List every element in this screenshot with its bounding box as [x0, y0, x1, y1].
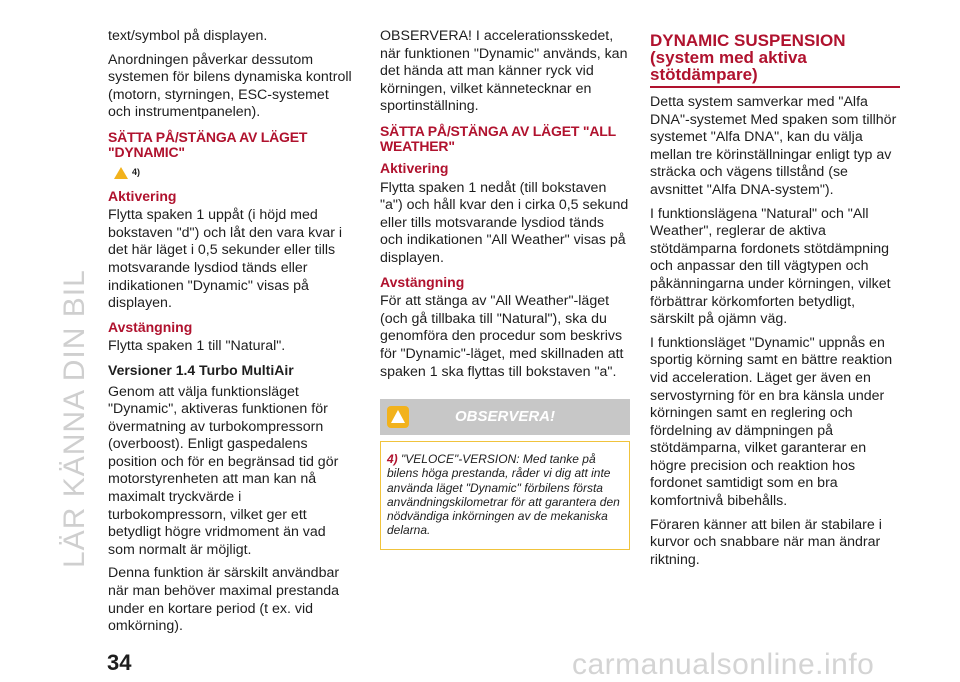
- paragraph: Detta system samverkar med "Alfa DNA"-systemet Med spaken som tillhör systemet "Alfa DNA", kan du välja mellan tre körinställningar enligt typ av sträcka och vägens tillstånd (se avsnittet "Alfa DNA-system").: [650, 94, 897, 198]
- note-box: [380, 441, 630, 550]
- column-3: [650, 28, 900, 575]
- subheading-deactivation: Avstängning: [380, 273, 465, 290]
- paragraph: Flytta spaken 1 till "Natural".: [108, 338, 286, 355]
- warning-reference: [114, 164, 353, 182]
- paragraph: Anordningen påverkar dessutom systemen för bilens dynamiska kontroll (motorn, styrningen, ESC-systemet och instrumentpanelen).: [108, 51, 352, 121]
- subheading-deactivation: Avstängning: [108, 318, 193, 335]
- paragraph: Genom att välja funktionsläget "Dynamic", aktiveras funktionen för övermatning av turbokompressorn (overboost). Enligt gaspedalens position och för en begränsad tid gör motorstyrenheten att man kan nå maximalt tryckvärde i turbokompressorn, vilket ger ett betydligt högre vridmoment än vad som normalt är möjligt.: [108, 383, 339, 558]
- subheading-activation: Aktivering: [380, 159, 449, 176]
- warning-reference-number: 4): [132, 166, 141, 177]
- note-number: 4): [387, 452, 398, 467]
- paragraph: Flytta spaken 1 nedåt (till bokstaven "a") och håll kvar den i cirka 0,5 sekund eller tills motsvarande lysdiod tänds och indikationen "All Weather" visas på displayen.: [380, 179, 629, 266]
- paragraph: För att stänga av "All Weather"-läget (och gå tillbaka till "Natural"), ska du genomföra den procedur som beskrivs för "Dynamic"-läget, med skillnaden att spaken 1 ska flyttas till bokstaven "a".: [380, 293, 624, 380]
- watermark: carmanualsonline.info: [572, 648, 875, 681]
- section-heading-dynamic: SÄTTA PÅ/STÄNGA AV LÄGET "DYNAMIC": [108, 128, 308, 160]
- paragraph: Föraren känner att bilen är stabilare i kurvor och snabbare när man ändrar riktning.: [650, 516, 882, 568]
- section-heading-all-weather: SÄTTA PÅ/STÄNGA AV LÄGET "ALL WEATHER": [380, 122, 616, 154]
- paragraph: I funktionsläget "Dynamic" uppnås en sportig körning samt en bättre reaktion vid acceleration. Läget ger även en servostyrning för en bra känsla under körningen samt en reglering och fördelning av dämpningen på stötdämparna, vilket garanterar en högre precision och reaktion hos fordonet samtidigt som en bra komfortnivå bibehålls.: [650, 334, 893, 510]
- subheading-activation: Aktivering: [108, 187, 177, 204]
- note-title: OBSERVERA!: [454, 408, 555, 426]
- paragraph: I funktionslägena "Natural" och "All Weather", reglerar de aktiva stötdämparna fordonets stötdämpning och anpassar den till vägtypen och påkänningarna under körningen, vilket förbättrar körkomforten betydligt, särskilt på ojämn väg.: [650, 205, 891, 328]
- side-tab-label: LÄR KÄNNA DIN BIL: [58, 269, 91, 568]
- side-tab: [54, 28, 94, 568]
- column-2: [380, 28, 630, 550]
- warning-icon: [387, 406, 409, 428]
- column-1: [108, 28, 353, 642]
- paragraph: Flytta spaken 1 uppåt (i höjd med bokstaven "d") och låt den vara kvar i det här läget i 0,5 sekunder eller tills motsvarande lysdiod tänds eller indikationen "Dynamic" visas på displayen.: [108, 207, 343, 312]
- page-number: 34: [107, 650, 132, 675]
- note-text: "VELOCE"-VERSION: Med tanke på bilens höga prestanda, råder vi dig att inte använda läget "Dynamic" förbilens första användningskilometrar för att garantera den nödvändiga inkörningen av de mekaniska delarna.: [387, 452, 620, 538]
- paragraph: Denna funktion är särskilt användbar när man behöver maximal prestanda under en kortare period (t ex. vid omkörning).: [108, 565, 340, 635]
- note-header: [380, 399, 630, 435]
- paragraph: text/symbol på displayen.: [108, 28, 268, 44]
- section-heading-dynamic-suspension: DYNAMIC SUSPENSION (system med aktiva stötdämpare): [650, 32, 900, 88]
- subheading-version: Versioner 1.4 Turbo MultiAir: [108, 361, 294, 378]
- paragraph: OBSERVERA! I accelerationsskedet, när funktionen "Dynamic" används, kan det hända att man känner ryck vid körningen, vilket kännetecknar en sportinställning.: [380, 28, 628, 115]
- warning-triangle-icon: [114, 167, 128, 179]
